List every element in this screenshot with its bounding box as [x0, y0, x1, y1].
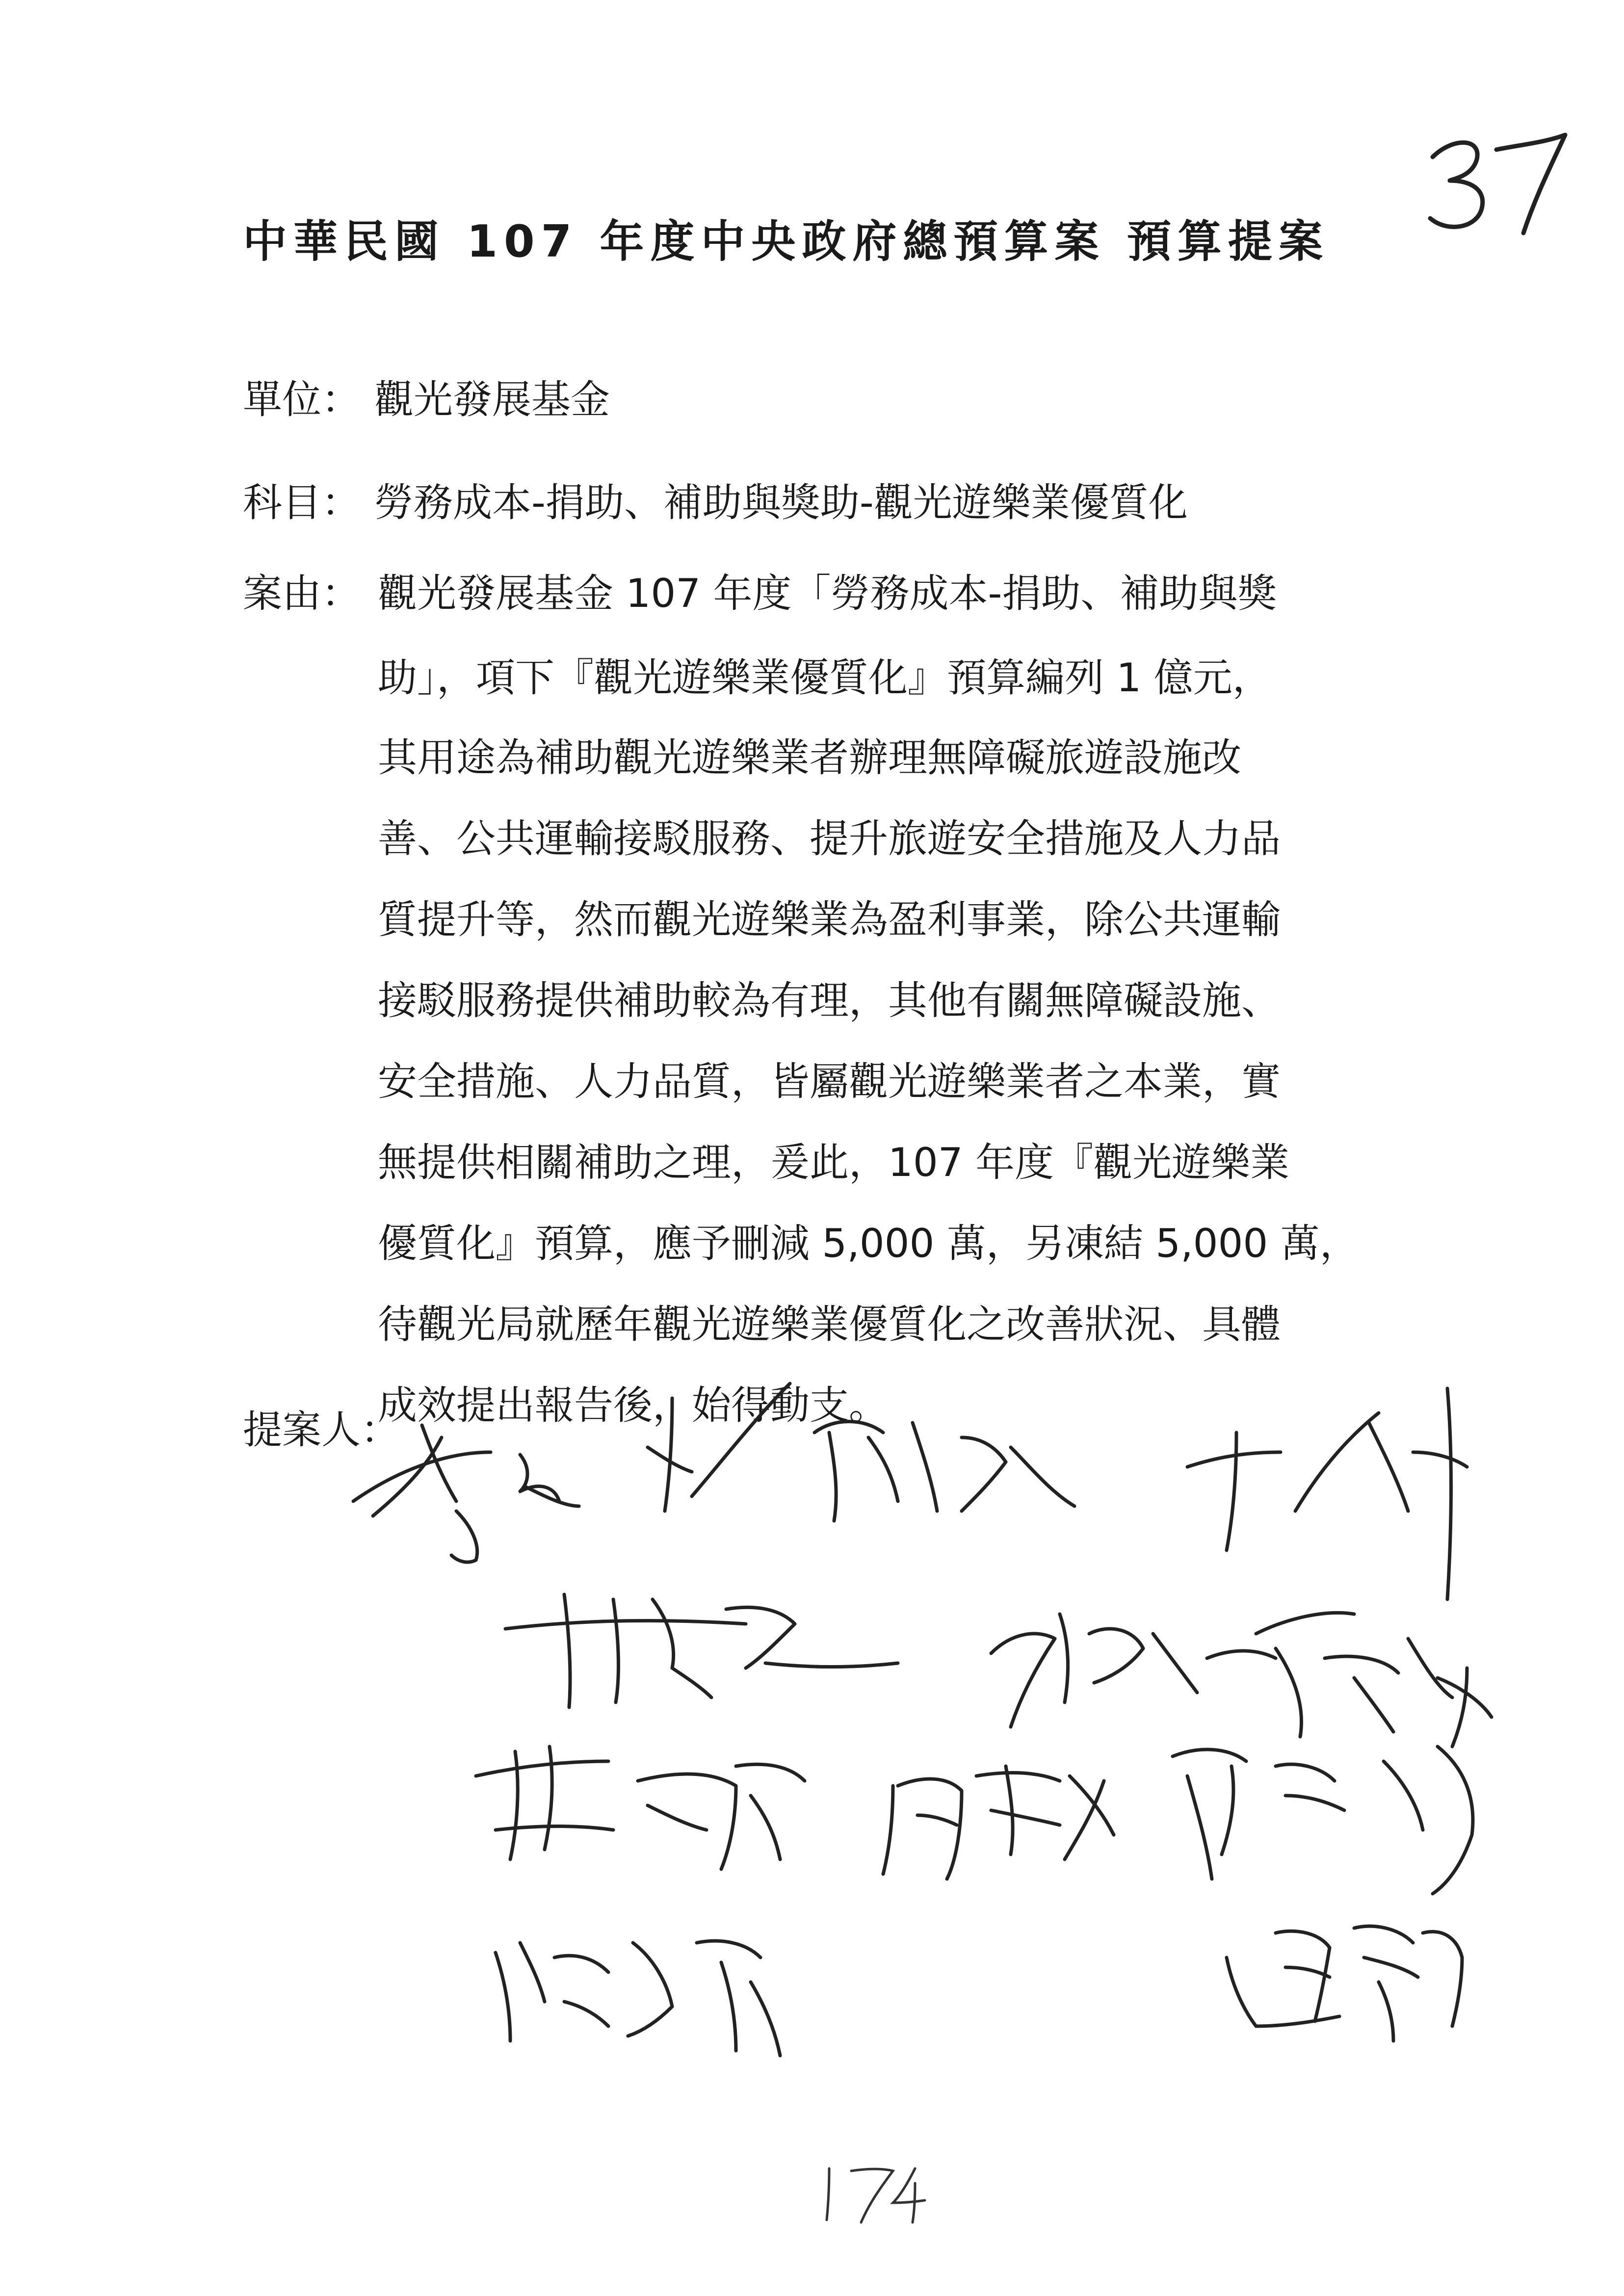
reason-line: 無提供相關補助之理，爰此，107 年度『觀光遊樂業 [378, 1140, 1290, 1185]
signature-1 [353, 1383, 790, 1562]
signature-4 [505, 1594, 898, 1707]
reason-line: 優質化』預算，應予刪減 5,000 萬，另凍結 5,000 萬， [378, 1221, 1359, 1266]
signature-6 [1256, 1613, 1492, 1747]
signature-2 [814, 1422, 1074, 1521]
reason-line: 接駁服務提供補助較為有理，其他有關無障礙設施、 [378, 978, 1281, 1023]
signature-9 [1173, 1747, 1473, 1894]
signature-11 [1227, 1926, 1462, 2041]
reason-line: 待觀光局就歷年觀光遊樂業優質化之改善狀況、具體 [378, 1302, 1281, 1347]
signature-3 [1187, 1388, 1467, 1599]
subject-value: 勞務成本-捐助、補助與獎助-觀光遊樂業優質化 [374, 480, 1188, 525]
reason-line: 觀光發展基金 107 年度「勞務成本-捐助、補助與獎 [378, 571, 1277, 616]
signature-5 [991, 1614, 1276, 1727]
proposer-label: 提案人： [243, 1407, 400, 1453]
reason-line: 善、公共運輸接駁服務、提升旅遊安全措施及人力品 [378, 816, 1281, 861]
signature-8 [883, 1766, 1114, 1879]
reason-label: 案由： [243, 571, 361, 616]
handwritten-bottom-number [814, 2159, 927, 2227]
reason-line: 成效提出報告後，始得動支。 [378, 1383, 888, 1428]
unit-label: 單位： [243, 377, 361, 422]
signature-7 [476, 1747, 805, 1869]
reason-line: 質提升等，然而觀光遊樂業為盈利事業，除公共運輸 [378, 897, 1281, 942]
subject-label: 科目： [243, 480, 361, 525]
reason-line: 其用途為補助觀光遊樂業者辦理無障礙旅遊設施改 [378, 735, 1241, 781]
reason-line: 安全措施、人力品質，皆屬觀光遊樂業者之本業，實 [378, 1059, 1281, 1104]
signature-10 [496, 1941, 780, 2056]
reason-line: 助」，項下『觀光遊樂業優質化』預算編列 1 億元， [378, 655, 1272, 701]
unit-value: 觀光發展基金 [374, 377, 610, 422]
document-title: 中華民國 107 年度中央政府總預算案 預算提案 [243, 216, 1329, 267]
